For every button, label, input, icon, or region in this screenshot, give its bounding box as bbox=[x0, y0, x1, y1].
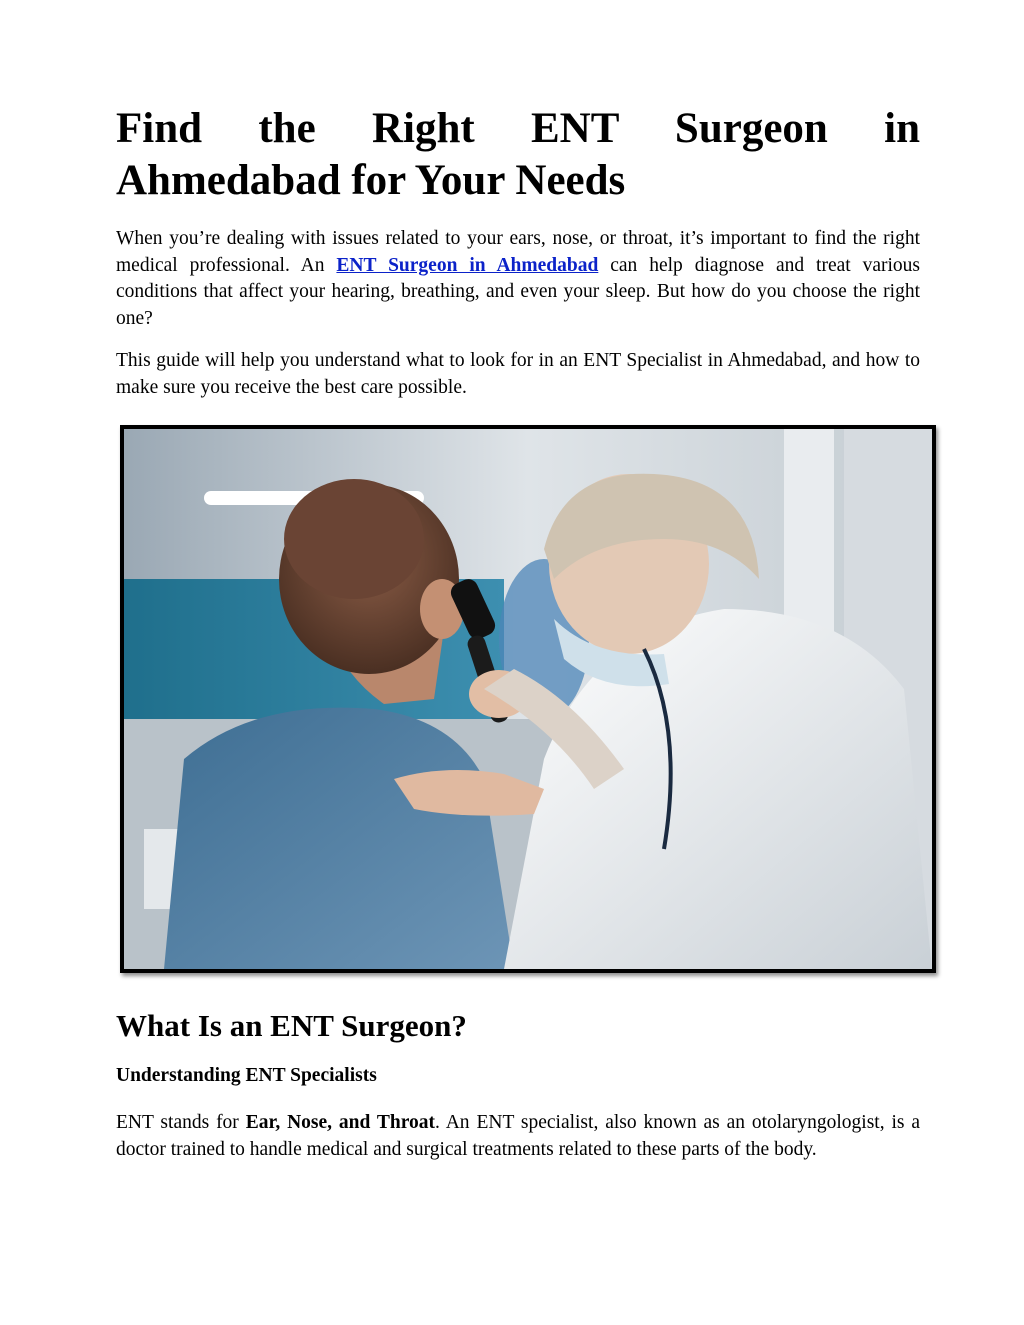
intro-paragraph bbox=[116, 226, 920, 332]
doctor-examining-patient-photo bbox=[120, 425, 936, 973]
section-heading: What Is an ENT Surgeon? bbox=[116, 1008, 467, 1043]
definition-text-after: . An ENT specialist, also known as an otolaryngologist, is a doctor trained to handle medical and surgical treatments related to these parts of the body. bbox=[116, 1112, 921, 1160]
ent-expansion: Ear, Nose, and Throat bbox=[245, 1112, 436, 1133]
intro-text-after: can help diagnose and treat various conditions that affect your hearing, breathing, and even your sleep. But how do you choose the right one? bbox=[116, 254, 920, 329]
intro-text-before: When you’re dealing with issues related to your ears, nose, or throat, it’s important to find the right medical professional. An bbox=[116, 228, 920, 276]
definition-text-before: ENT stands for bbox=[116, 1112, 246, 1133]
definition-paragraph bbox=[116, 1110, 920, 1163]
page-title: Find the Right ENT Surgeon in Ahmedabad for Your Needs bbox=[116, 105, 920, 204]
subheading: Understanding ENT Specialists bbox=[116, 1065, 377, 1086]
photo-illustration bbox=[124, 429, 932, 969]
ent-surgeon-link[interactable]: ENT Surgeon in Ahmedabad bbox=[336, 254, 599, 276]
guide-paragraph: This guide will help you understand what to look for in an ENT Specialist in Ahmedabad, and how to make sure you receive the best care possible. bbox=[116, 350, 920, 398]
